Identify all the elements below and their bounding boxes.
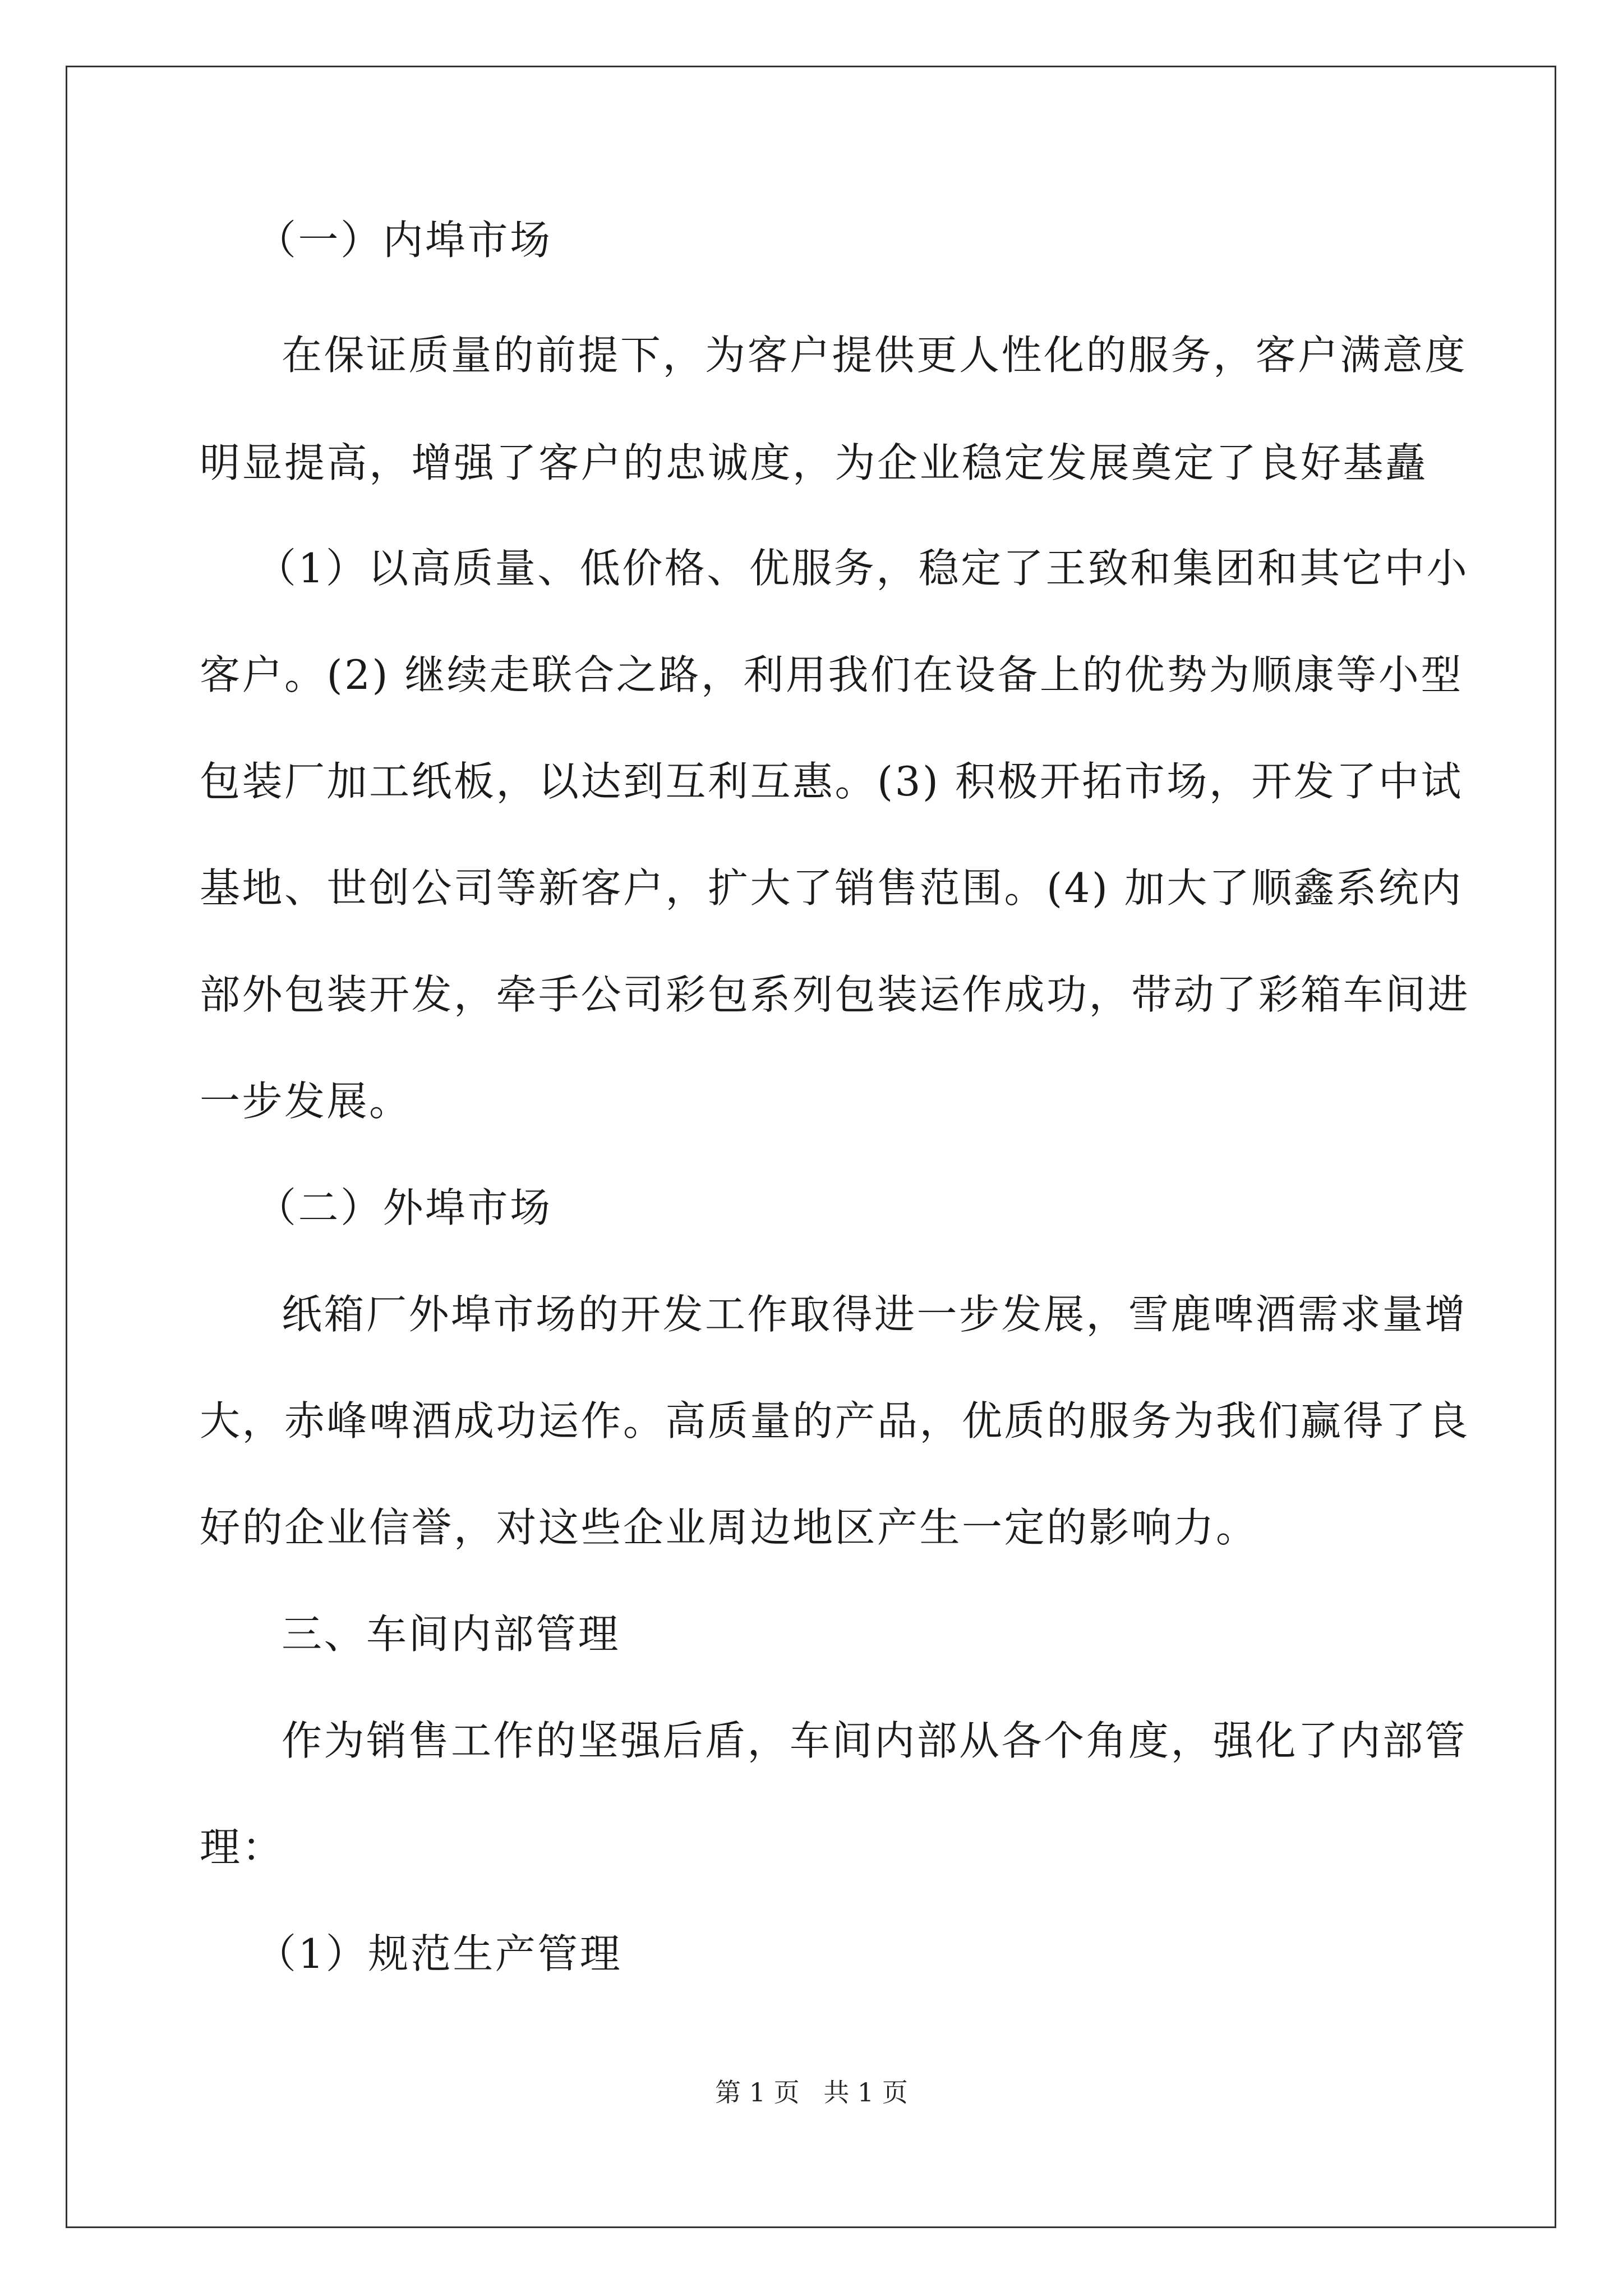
paragraph-line: 好的企业信誉，对这些企业周边地区产生一定的影响力。 (200, 1504, 1258, 1551)
paragraph-line: （1）以高质量、低价格、优服务，稳定了王致和集团和其它中小 (256, 545, 1469, 592)
paragraph-line: 部外包装开发，牵手公司彩包系列包装运作成功，带动了彩箱车间进 (200, 971, 1470, 1018)
paragraph-line: 一步发展。 (200, 1078, 412, 1125)
paragraph-line: 明显提高，增强了客户的忠诚度，为企业稳定发展奠定了良好基矗 (200, 439, 1428, 486)
paragraph-line: 基地、世创公司等新客户，扩大了销售范围。(4) 加大了顺鑫系统内 (200, 864, 1463, 912)
page-number: 第 1 页 (715, 2077, 800, 2108)
page-border (66, 66, 1556, 2228)
section-heading-domestic-market: （一）内埠市场 (256, 217, 552, 264)
subheading-production-management: （1）规范生产管理 (256, 1930, 623, 1977)
section-heading-external-market: （二）外埠市场 (256, 1184, 552, 1231)
paragraph-line: 理： (200, 1824, 285, 1871)
paragraph-line: 客户。(2) 继续走联合之路，利用我们在设备上的优势为顺康等小型 (200, 651, 1463, 698)
paragraph-line: 包装厂加工纸板，以达到互利互惠。(3) 积极开拓市场，开发了中试 (200, 758, 1463, 805)
page-footer (0, 2076, 1623, 2109)
paragraph-line: 作为销售工作的坚强后盾，车间内部从各个角度，强化了内部管 (282, 1717, 1468, 1764)
page-total: 共 1 页 (823, 2077, 908, 2108)
section-heading-workshop-management: 三、车间内部管理 (282, 1611, 621, 1658)
paragraph-line: 纸箱厂外埠市场的开发工作取得进一步发展，雪鹿啤酒需求量增 (282, 1291, 1468, 1338)
paragraph-line: 在保证质量的前提下，为客户提供更人性化的服务，客户满意度 (282, 332, 1468, 379)
paragraph-line: 大，赤峰啤酒成功运作。高质量的产品，优质的服务为我们赢得了良 (200, 1397, 1470, 1444)
